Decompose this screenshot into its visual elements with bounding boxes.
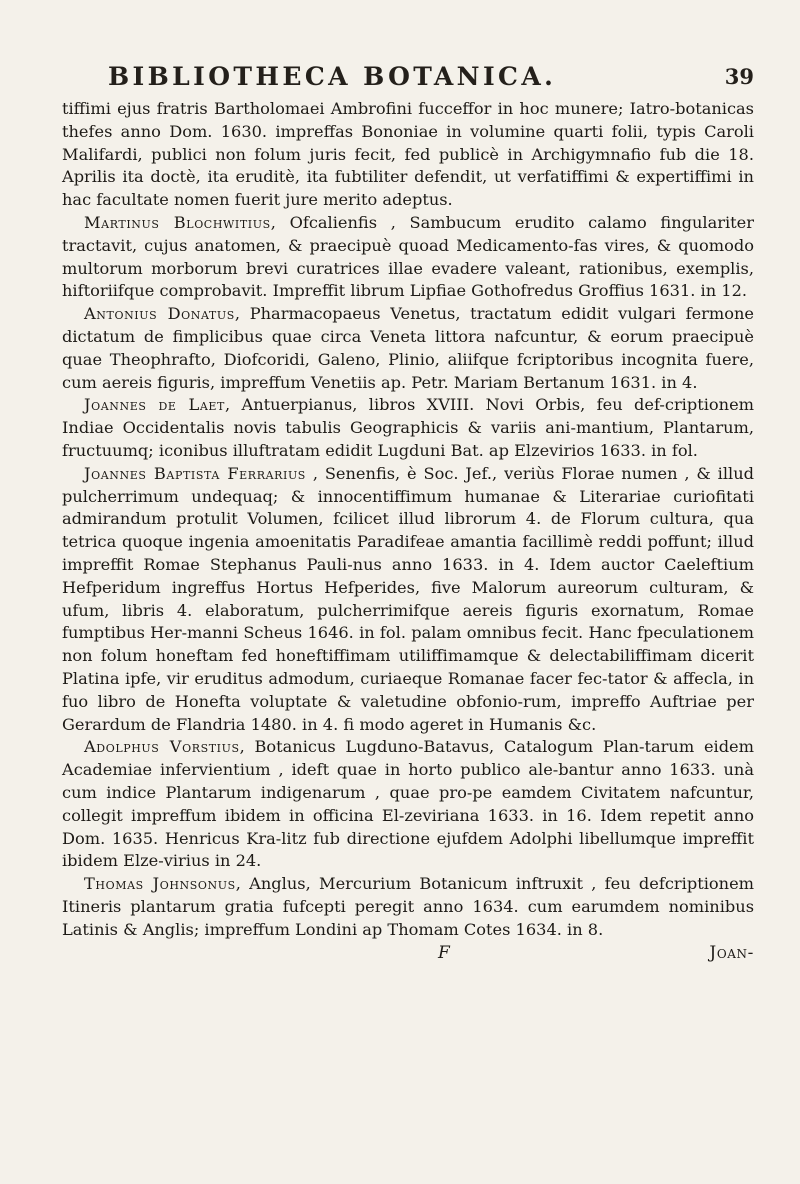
entry-donatus (62, 303, 754, 394)
running-title: BIBLIOTHECA BOTANICA. (108, 62, 557, 91)
paragraph-text: tiffimi ejus fratris Bartholomaei Ambrofini fucceffor in hoc munere; Iatro-botanicas thefes anno Dom. 1630. impreffas Bononiae in volumine quarti folii, typis Caroli Malifardi, publici non folum juris fecit, fed publicè in Archigymnafio fub die 18. Aprilis ita doctè, ita eruditè, ita fubtiliter defendit, ut verfatiffimi & expertiffimi in hac facultate nomen fuerit jure merito adeptus. (62, 99, 754, 210)
author-name: Martinus Blochwitius (84, 212, 271, 232)
page-footer (62, 943, 754, 967)
author-name: Antonius Donatus (84, 304, 235, 324)
body-text (62, 98, 754, 941)
entry-johnsonus (62, 873, 754, 941)
catchword: Joan- (709, 943, 754, 964)
author-name: Adolphus Vorstius (84, 737, 240, 757)
entry-vorstius (62, 736, 754, 873)
author-name: Joannes de Laet (84, 395, 225, 415)
entry-de-laet (62, 394, 754, 462)
paragraph-text: , Pharmacopaeus Venetus, tractatum edidit vulgari fermone dictatum de fimplicibus quae circa Veneta littora nafcuntur, & eorum praecipuè quae Theophrafto, Diofcoridi, Galeno, Plinio, aliifque fcriptoribus incognita fuere, cum aereis figuris, impreffum Venetiis ap. Petr. Mariam Bertanum 1631. in 4. (62, 304, 754, 392)
paragraph-continuation (62, 98, 754, 212)
paragraph-text: , Ofcalienfis , Sambucum erudito calamo fingulariter tractavit, cujus anatomen, & praecipuè quoad Medicamento-fas vires, & quomodo multorum morborum brevi curatrices illae evadere valeant, rationibus, exemplis, hiftoriifque comprobavit. Impreffit librum Lipfiae Gothofredus Groffius 1631. in 12. (62, 212, 755, 301)
paragraph-text: , Antuerpianus, libros XVIII. Novi Orbis, feu def-criptionem Indiae Occidentalis novis tabulis Geographicis & variis ani-mantium, Plantarum, fructuumq; iconibus illuftratam edidit Lugduni Bat. ap Elzevirios 1633. in fol. (62, 395, 754, 460)
paragraph-text: , Botanicus Lugduno-Batavus, Catalogum Plan-tarum eidem Academiae infervientium , ideft quae in horto publico ale-bantur anno 1633. unà cum indice Plantarum indigenarum , quae pro-pe eamdem Civitatem nafcuntur, collegit impreffum ibidem in officina El-zeviriana 1633. in 16. Idem repetit anno Dom. 1635. Henricus Kra-litz fub directione ejufdem Adolphi libellumque impreffit ibidem Elze-virius in 24. (62, 737, 754, 871)
author-name: Joannes Baptista Ferrarius (84, 463, 306, 483)
author-name: Thomas Johnsonus (84, 874, 236, 894)
entry-ferrarius (62, 463, 754, 737)
paragraph-text: , Anglus, Mercurium Botanicum inftruxit , feu defcriptionem Itineris plantarum gratia fufcepti peregit anno 1634. cum earumdem nominibus Latinis & Anglis; impreffum Londini ap Thomam Cotes 1634. in 8. (62, 874, 754, 939)
page-number: 39 (724, 64, 754, 89)
entry-blochwitius (62, 212, 754, 303)
signature-mark: F (438, 943, 450, 964)
running-head (62, 50, 754, 90)
paragraph-text: , Senenfis, è Soc. Jef., veriùs Florae numen , & illud pulcherrimum undequaq; & innocentiffimum humanae & Literariae curiofitati admirandum protulit Volumen, fcilicet illud librorum 4. de Florum cultura, qua tetrica quoque ingenia amoenitatis Paradifeae amantia facillimè reddi poffunt; illud impreffit Romae Stephanus Pauli-nus anno 1633. in 4. Idem auctor Caeleftium Hefperidum ingreffus Hortus Hefperides, five Malorum aureorum culturam, & ufum, libris 4. elaboratum, pulcherrimifque aereis figuris exornatum, Romae fumptibus Her-manni Scheus 1646. in fol. palam omnibus fecit. Hanc fpeculationem non folum honeftam fed honeftiffimam utiliffimamque & delectabiliffimam dicerit Platina ipfe, vir eruditus admodum, curiaeque Romanae facer fec-tator & affecla, in fuo libro de Honefta voluptate & valetudine obfonio-rum, impreffo Auftriae per Gerardum de Flandria 1480. in 4. fi modo ageret in Humanis &c. (62, 463, 754, 734)
